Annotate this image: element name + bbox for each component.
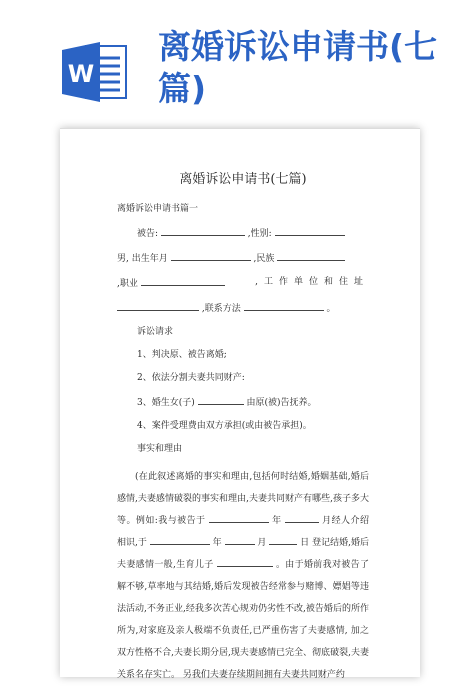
occupation-blank xyxy=(141,276,225,286)
year-blank xyxy=(209,513,269,523)
contact-blank xyxy=(244,301,324,311)
end-mark: 。 xyxy=(326,304,336,314)
marriage-year-label: 年 xyxy=(212,538,222,548)
defendant-line xyxy=(117,226,369,240)
occupation-label: ,职业 xyxy=(117,279,138,289)
defendant-label: 被告: xyxy=(137,229,159,239)
marriage-day-blank xyxy=(269,535,297,545)
facts-paragraph xyxy=(117,466,369,686)
claim-item: 4、案件受理费由双方承担(或由被告承担)。 xyxy=(137,421,312,431)
facts-text-continued: 。由于婚前我对被告了解不够,草率地与其结婚,婚后发现被告经常参与赌博、嫖娼等违法活动,不务正业,经我多次苦心规劝仍劣性不改,被告婚后的所作所为,对家庭及亲人极端不负责任,已严重伤害了夫妻感情, 加之双方性格不合,夫妻长期分居,现夫妻感情已完全、彻底破裂,夫妻关系名存实亡。 另我们夫妻存续期间拥有夫妻共同财产约 xyxy=(117,560,369,680)
defendant-blank xyxy=(161,226,245,236)
document-title: 离婚诉讼申请书(七篇) xyxy=(179,172,307,187)
facts-heading: 事实和理由 xyxy=(137,444,183,454)
header-banner xyxy=(0,0,474,122)
registration-text: 登记结婚,婚后夫妻感情一般,生育儿子 xyxy=(117,538,369,570)
child-name-blank xyxy=(198,395,244,405)
contact-line xyxy=(117,301,369,315)
occupation-line xyxy=(117,276,369,290)
claim-item: 2、依法分割夫妻共同财产: xyxy=(137,373,245,383)
ethnicity-blank xyxy=(277,251,345,261)
document-body xyxy=(117,168,369,686)
claim-item xyxy=(117,395,369,409)
year-label: 年 xyxy=(272,516,282,526)
marriage-year-blank xyxy=(150,535,210,545)
facts-text: (在此叙述离婚的事实和理由,包括何时结婚,婚姻基础,婚后感情,夫妻感情破裂的事实和理由,夫妻共同财产有哪些,孩子多大等。例如:我与被告于 xyxy=(117,472,369,526)
claim-item: 1、判决原、被告离婚; xyxy=(137,350,227,360)
ethnicity-label: ,民族 xyxy=(253,254,275,264)
section-subtitle: 离婚诉讼申请书篇一 xyxy=(117,204,199,214)
son-name-blank xyxy=(217,557,273,567)
work-address-label: ,工作单位和住址 xyxy=(255,277,369,287)
marriage-month-blank xyxy=(225,535,255,545)
address-blank xyxy=(117,301,199,311)
birth-blank xyxy=(171,251,251,261)
month-blank xyxy=(285,513,319,523)
claim3-prefix: 3、婚生女(子) xyxy=(137,398,195,408)
marriage-month-label: 月 xyxy=(257,538,267,548)
word-icon-letter: W xyxy=(67,60,95,88)
word-document-icon xyxy=(60,40,132,104)
birth-line xyxy=(117,251,369,265)
banner-title: 离婚诉讼申请书(七篇) xyxy=(158,27,438,108)
claims-heading: 诉讼请求 xyxy=(137,327,174,337)
claim3-suffix: 由原(被)告抚养。 xyxy=(246,398,317,408)
gender-blank xyxy=(275,226,345,236)
gender-label: ,性别: xyxy=(247,229,272,239)
intro-text: 月经人介绍相识,于 xyxy=(117,516,369,548)
birth-label: 出生年月 xyxy=(131,254,168,264)
marriage-day-label: 日 xyxy=(300,538,310,548)
male-label: 男, xyxy=(117,254,129,264)
contact-label: ,联系方法 xyxy=(201,304,241,314)
